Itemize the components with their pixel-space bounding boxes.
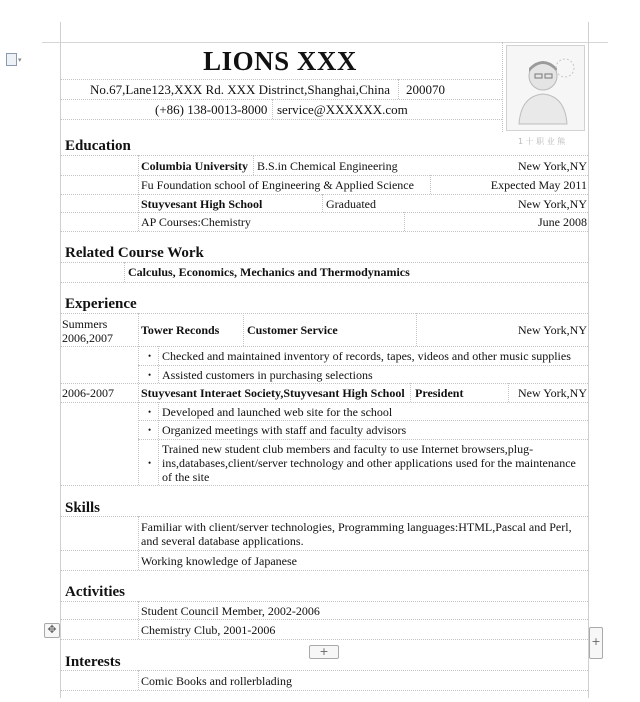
interest-item: Comic Books and rollerblading (141, 674, 292, 688)
edu-status: Graduated (326, 197, 376, 211)
exp-org: Tower Reconds (141, 323, 220, 337)
edu-school: Stuyvesant High School (141, 197, 263, 211)
add-column-button[interactable]: + (589, 627, 603, 659)
exp-org: Stuyvesant Interaet Society,Stuyvesant High School (141, 386, 405, 400)
skill-item: Familiar with client/server technologies, Programming languages:HTML,Pascal and Perl, and several database applications. (141, 520, 572, 548)
activity-item: Student Council Member, 2002-2006 (141, 604, 320, 618)
edu-school: Fu Foundation school of Engineering & Applied Science (141, 178, 414, 192)
edu-school: AP Courses:Chemistry (141, 215, 251, 229)
exp-role: President (415, 386, 464, 400)
table-move-handle[interactable]: ✥ (44, 623, 60, 638)
coursework-list: Calculus, Economics, Mechanics and Thermodynamics (128, 265, 410, 279)
profile-photo (506, 45, 585, 131)
page-margin-line (42, 42, 608, 43)
bullet: • (148, 407, 152, 417)
email: service@XXXXXX.com (277, 102, 408, 117)
edu-school: Columbia University (141, 159, 249, 173)
edu-degree: B.S.in Chemical Engineering (257, 159, 398, 173)
exp-bullet: Organized meetings with staff and faculty advisors (162, 423, 407, 437)
bullet: • (148, 351, 152, 361)
section-education: Education (65, 138, 131, 154)
resume-name: LIONS XXX (203, 46, 357, 76)
section-interests: Interests (65, 654, 121, 670)
exp-date: 2006-2007 (62, 386, 114, 400)
edu-date: Expected May 2011 (490, 178, 587, 192)
bullet: • (148, 458, 152, 468)
address: No.67,Lane123,XXX Rd. XXX Distrinct,Shanghai,China (90, 82, 391, 97)
edu-location: New York,NY (517, 159, 587, 173)
bullet: • (148, 425, 152, 435)
activity-item: Chemistry Club, 2001-2006 (141, 623, 276, 637)
exp-role: Customer Service (247, 323, 338, 337)
add-row-button[interactable]: + (309, 645, 339, 659)
exp-date: Summers 2006,2007 (62, 317, 113, 345)
bullet: • (148, 370, 152, 380)
exp-location: New York,NY (517, 323, 587, 337)
section-activities: Activities (65, 584, 125, 600)
chevron-down-icon[interactable]: ▾ (18, 56, 22, 64)
section-experience: Experience (65, 296, 137, 312)
section-coursework: Related Course Work (65, 245, 204, 261)
skill-item: Working knowledge of Japanese (141, 554, 297, 568)
edu-date: June 2008 (538, 215, 587, 229)
exp-bullet: Developed and launched web site for the school (162, 405, 393, 419)
exp-bullet: Checked and maintained inventory of records, tapes, videos and other music supplies (162, 349, 571, 363)
avatar-icon (507, 46, 584, 130)
page-right-margin (588, 22, 589, 698)
exp-bullet: Assisted customers in purchasing selections (162, 368, 373, 382)
postcode: 200070 (406, 82, 445, 97)
edu-location: New York,NY (517, 197, 587, 211)
document-icon[interactable] (6, 53, 17, 66)
photo-watermark: 1 十 职 业 熊 (518, 137, 566, 146)
phone: (+86) 138-0013-8000 (155, 102, 268, 117)
section-skills: Skills (65, 500, 101, 516)
page-left-margin (60, 22, 61, 698)
exp-location: New York,NY (517, 386, 587, 400)
exp-bullet: Trained new student club members and faculty to use Internet browsers,plug-ins,databases,client/server technology and other applications used for the maintenance of the site (162, 442, 576, 484)
